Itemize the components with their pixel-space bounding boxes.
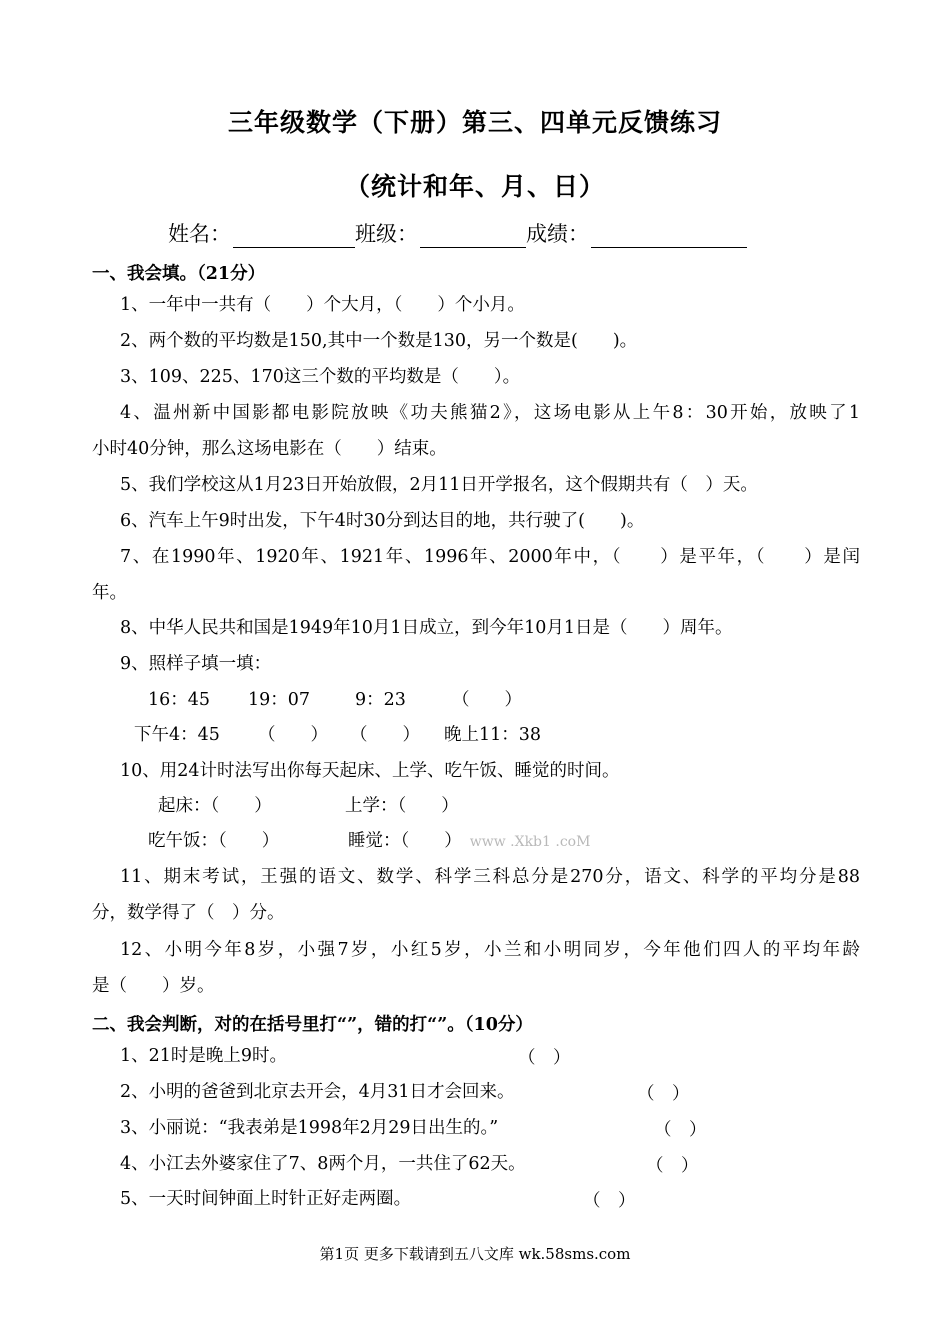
- judge-item-2: 2、小明的爸爸到北京去开会，4月31日才会回来。: [120, 1082, 515, 1102]
- judge-mark-1[interactable]: （ ）: [518, 1048, 571, 1068]
- question-2: 2、两个数的平均数是150,其中一个数是130，另一个数是( )。: [120, 331, 638, 351]
- q9-answer-3[interactable]: （ ）: [350, 725, 420, 745]
- question-6: 6、汽车上午9时出发，下午4时30分到达目的地，共行驶了( )。: [120, 511, 645, 531]
- question-4-line-1: 4、温州新中国影都电影院放映《功夫熊猫2》，这场电影从上午8：30开始，放映了1: [120, 403, 860, 423]
- question-12-line-1: 12、小明今年8岁，小强7岁，小红5岁，小兰和小明同岁，今年他们四人的平均年龄: [120, 940, 860, 960]
- question-7-line-1: 7、在1990年、1920年、1921年、1996年、2000年中，（ ）是平年，（ ）是闰: [120, 547, 860, 567]
- judge-mark-2[interactable]: （ ）: [637, 1084, 690, 1104]
- judge-item-1: 1、21时是晚上9时。: [120, 1046, 288, 1066]
- section-1-heading: 一、我会填。（21分）: [92, 264, 266, 284]
- question-3: 3、109、225、170这三个数的平均数是（ ）。: [120, 367, 521, 387]
- question-1: 1、一年中一共有（ ）个大月，（ ）个小月。: [120, 295, 525, 315]
- question-5: 5、我们学校这从1月23日开始放假，2月11日开学报名，这个假期共有（ ）天。: [120, 475, 758, 495]
- judge-mark-3[interactable]: （ ）: [654, 1120, 707, 1140]
- q9-answer-2[interactable]: （ ）: [258, 725, 328, 745]
- student-info-line: [168, 218, 747, 248]
- q9-example-time: 16：45: [148, 690, 211, 710]
- judge-item-3: 3、小丽说：“我表弟是1998年2月29日出生的。”: [120, 1118, 499, 1138]
- q10-lunch[interactable]: 吃午饭：（ ）: [148, 831, 280, 851]
- judge-mark-4[interactable]: （ ）: [646, 1156, 699, 1176]
- score-label: 成绩：: [526, 222, 589, 246]
- question-4-line-2: 小时40分钟，那么这场电影在（ ）结束。: [92, 439, 447, 459]
- q9-time-3: 9：23: [355, 690, 406, 710]
- q10-wake-up[interactable]: 起床：（ ）: [158, 796, 272, 816]
- question-12-line-2: 是（ ）岁。: [92, 976, 215, 996]
- q9-example-answer: 下午4：45: [134, 725, 220, 745]
- question-8: 8、中华人民共和国是1949年10月1日成立，到今年10月1日是（ ）周年。: [120, 618, 733, 638]
- question-9: 9、照样子填一填：: [120, 654, 272, 674]
- question-10: 10、用24计时法写出你每天起床、上学、吃午饭、睡觉的时间。: [120, 761, 620, 781]
- question-11-line-1: 11、期末考试，王强的语文、数学、科学三科总分是270分，语文、科学的平均分是88: [120, 867, 860, 887]
- class-label: 班级：: [355, 222, 418, 246]
- watermark: www .Xkb1 .coM: [469, 834, 591, 850]
- question-7-line-2: 年。: [92, 583, 127, 603]
- class-blank[interactable]: [420, 225, 526, 248]
- name-label: 姓名：: [168, 222, 231, 246]
- q9-time-2: 19：07: [248, 690, 311, 710]
- judge-item-4: 4、小江去外婆家住了7、8两个月，一共住了62天。: [120, 1154, 526, 1174]
- q10-sleep[interactable]: 睡觉：（ ）: [348, 831, 462, 851]
- page-title: 三年级数学（下册）第三、四单元反馈练习: [227, 108, 722, 137]
- page-footer: 第1页 更多下载请到五八文库 wk.58sms.com: [319, 1245, 631, 1263]
- question-11-line-2: 分，数学得了（ ）分。: [92, 903, 285, 923]
- section-2-heading: 二、我会判断，对的在括号里打“”，错的打“”。（10分）: [92, 1015, 533, 1035]
- score-blank[interactable]: [591, 225, 747, 248]
- page-subtitle: （统计和年、月、日）: [344, 172, 605, 201]
- name-blank[interactable]: [233, 225, 355, 248]
- judge-mark-5[interactable]: （ ）: [583, 1191, 636, 1211]
- q10-go-to-school[interactable]: 上学：（ ）: [345, 796, 459, 816]
- judge-item-5: 5、一天时间钟面上时针正好走两圈。: [120, 1189, 412, 1209]
- q9-time-4: 晚上11：38: [444, 725, 542, 745]
- q9-answer-1[interactable]: （ ）: [452, 690, 522, 710]
- q10-sleep-row: [348, 829, 590, 854]
